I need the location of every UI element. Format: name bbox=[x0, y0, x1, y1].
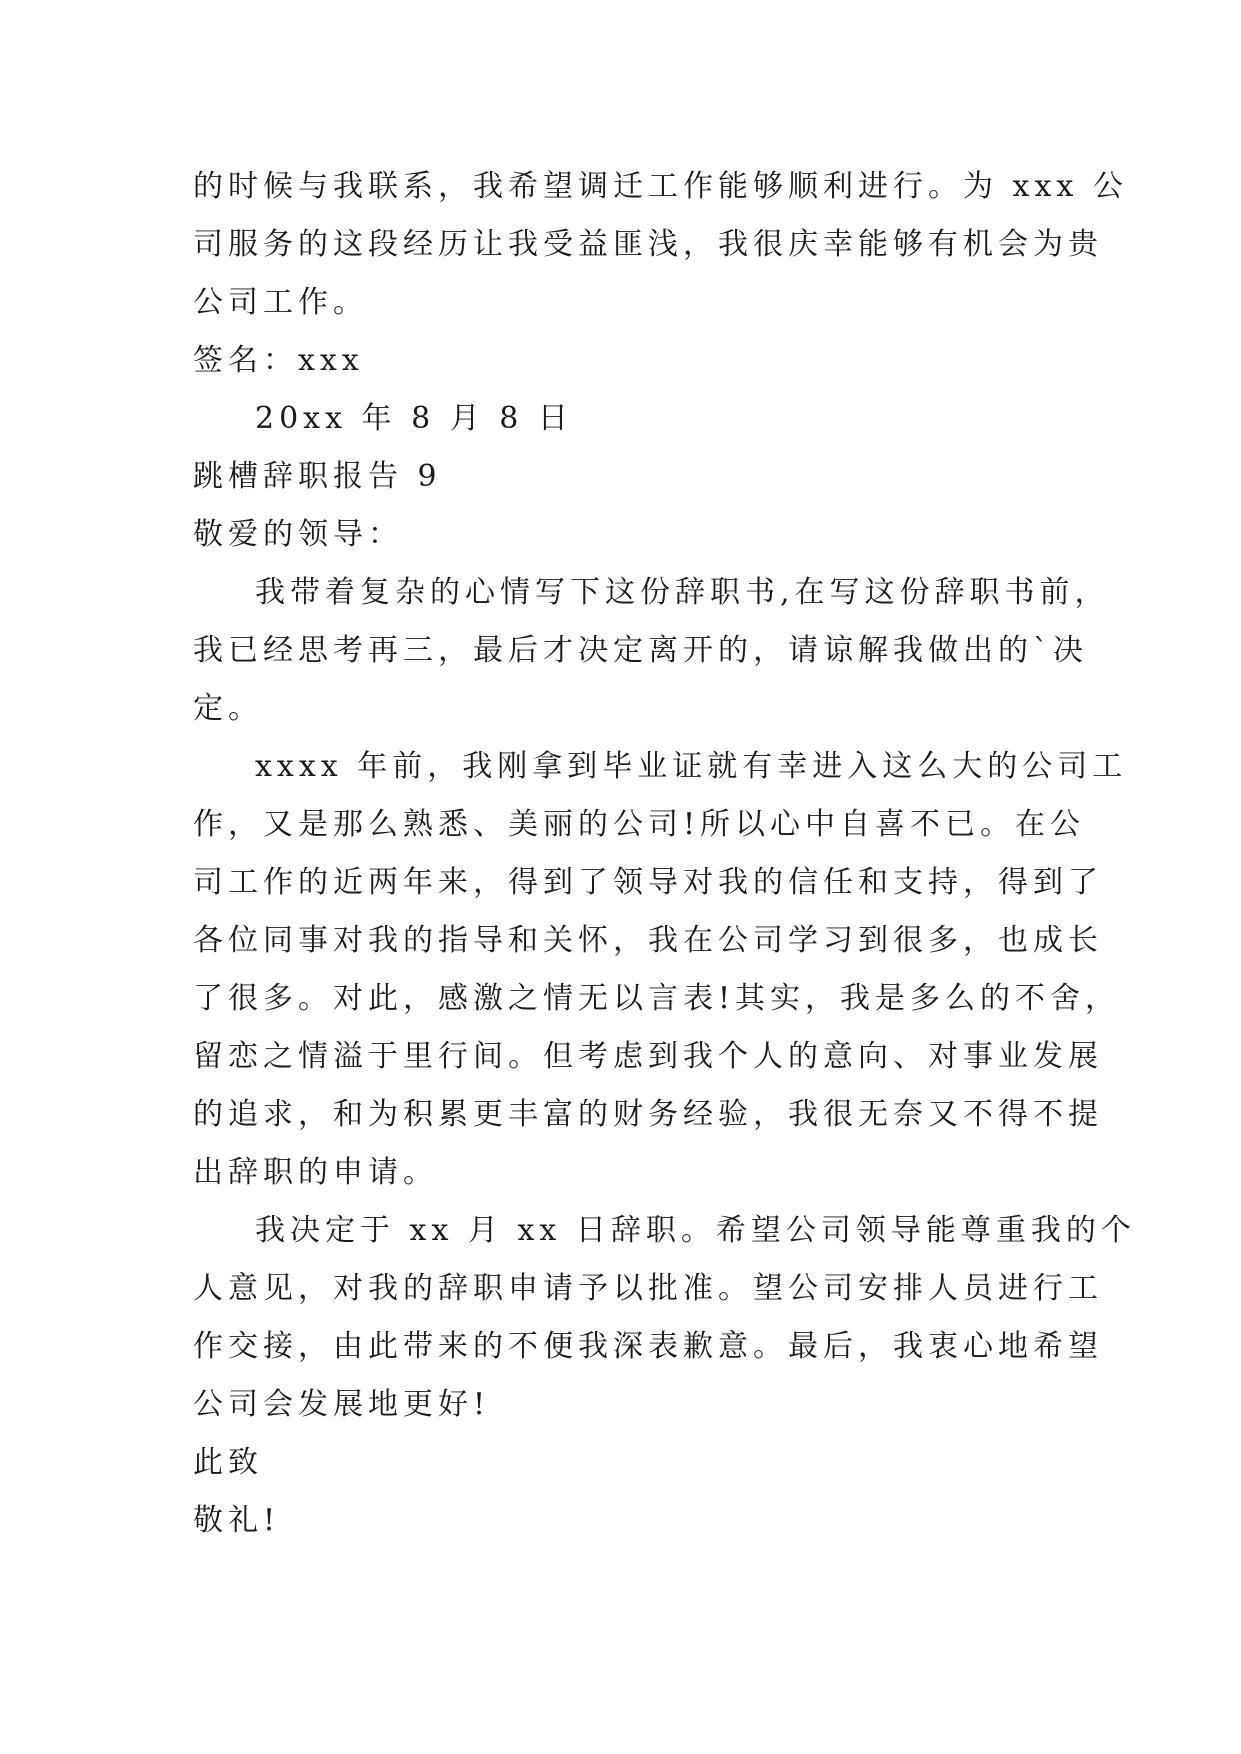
paragraph-line: 定。 bbox=[193, 691, 263, 726]
paragraph-line: 留恋之情溢于里行间。但考虑到我个人的意向、对事业发展 bbox=[193, 1039, 1103, 1074]
text-line: 的时候与我联系，我希望调迁工作能够顺利进行。为 xxx 公 bbox=[193, 169, 1128, 204]
paragraph-line: 公司会发展地更好! bbox=[193, 1387, 491, 1422]
paragraph-line: 司工作的近两年来，得到了领导对我的信任和支持，得到了 bbox=[193, 865, 1103, 900]
closing-line: 此致 bbox=[193, 1445, 263, 1480]
text-line: 公司工作。 bbox=[193, 285, 368, 320]
paragraph-line: xxxx 年前，我刚拿到毕业证就有幸进入这么大的公司工 bbox=[255, 749, 1128, 784]
paragraph-line: 出辞职的申请。 bbox=[193, 1155, 438, 1190]
paragraph-line: 作交接，由此带来的不便我深表歉意。最后，我衷心地希望 bbox=[193, 1329, 1103, 1364]
paragraph-line: 我带着复杂的心情写下这份辞职书,在写这份辞职书前， bbox=[255, 575, 1110, 610]
section-title: 跳槽辞职报告 9 bbox=[193, 459, 442, 494]
paragraph-line: 的追求，和为积累更丰富的财务经验，我很无奈又不得不提 bbox=[193, 1097, 1103, 1132]
paragraph-line: 人意见，对我的辞职申请予以批准。望公司安排人员进行工 bbox=[193, 1271, 1103, 1306]
greeting: 敬爱的领导： bbox=[193, 517, 403, 552]
signature: 签名：xxx bbox=[193, 343, 364, 378]
document-body bbox=[193, 158, 1136, 1550]
paragraph-line: 我已经思考再三，最后才决定离开的，请谅解我做出的`决 bbox=[193, 633, 1088, 668]
date: 20xx 年 8 月 8 日 bbox=[255, 401, 573, 436]
paragraph-line: 作，又是那么熟悉、美丽的公司!所以心中自喜不已。在公 bbox=[193, 807, 1086, 842]
paragraph-line: 各位同事对我的指导和关怀，我在公司学习到很多，也成长 bbox=[193, 923, 1103, 958]
paragraph-line: 了很多。对此，感激之情无以言表!其实，我是多么的不舍， bbox=[193, 981, 1121, 1016]
text-line: 司服务的这段经历让我受益匪浅，我很庆幸能够有机会为贵 bbox=[193, 227, 1103, 262]
closing-line: 敬礼! bbox=[193, 1503, 281, 1538]
paragraph-line: 我决定于 xx 月 xx 日辞职。希望公司领导能尊重我的个 bbox=[255, 1213, 1136, 1248]
